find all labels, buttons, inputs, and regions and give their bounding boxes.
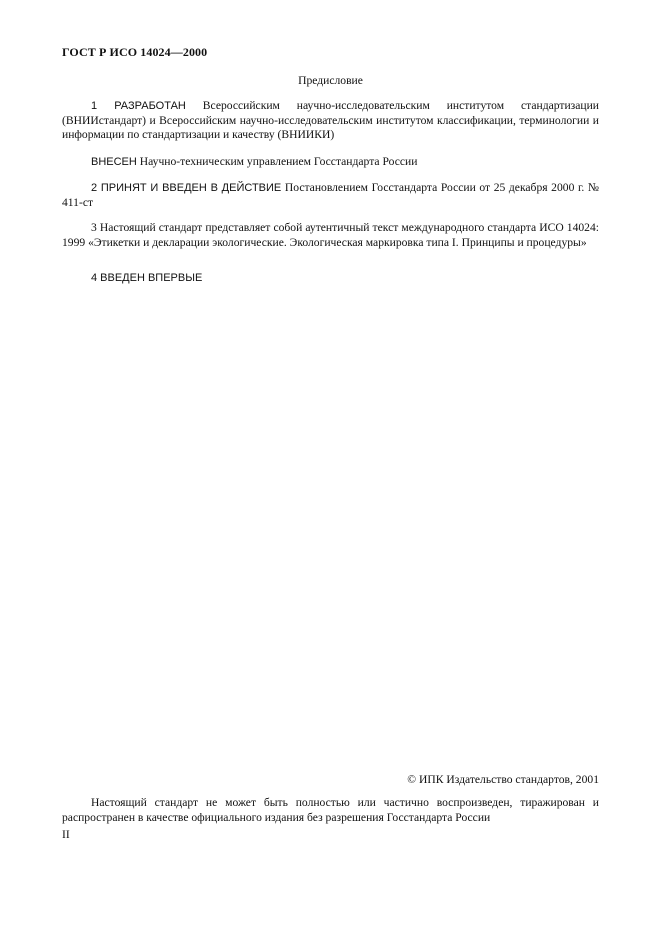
foreword-item-4-lead: 4 ВВЕДЕН ВПЕРВЫЕ xyxy=(91,272,203,284)
foreword-item-2-text: Постановлением Госстандарта России от 25 декабря 2000 г. № 411-ст xyxy=(62,181,599,209)
foreword-introduced-lead: ВНЕСЕН xyxy=(91,156,137,168)
foreword-item-3-text: 3 Настоящий стандарт представляет собой аутентичный текст международного стандарта ИСО 14024: 1999 «Этикетки и декларации экологические. Экологическая маркировка типа I. Принципы и процедуры» xyxy=(62,221,599,249)
foreword-item-2 xyxy=(62,181,599,210)
foreword-item-1-lead: 1 РАЗРАБОТАН xyxy=(91,100,186,112)
page-number: II xyxy=(62,828,70,841)
foreword-item-3 xyxy=(62,221,599,250)
foreword-item-1 xyxy=(62,99,599,143)
copyright-line: © ИПК Издательство стандартов, 2001 xyxy=(407,773,599,786)
foreword-item-4 xyxy=(62,271,599,286)
reproduction-notice: Настоящий стандарт не может быть полностью или частично воспроизведен, тиражирован и распространен в качестве официального издания без разрешения Госстандарта России xyxy=(62,796,599,824)
standard-code-header: ГОСТ Р ИСО 14024—2000 xyxy=(62,45,208,59)
foreword-item-1-text: Всероссийским научно-исследовательским институтом стандартизации (ВНИИстандарт) и Всероссийским научно-исследовательским институтом классификации, терминологии и информации по стандартизации и качеству (ВНИИКИ) xyxy=(62,99,600,142)
foreword-introduced-text: Научно-техническим управлением Госстандарта России xyxy=(136,155,418,168)
foreword-introduced xyxy=(62,155,599,170)
foreword-title: Предисловие xyxy=(298,74,363,87)
foreword-item-2-lead: 2 ПРИНЯТ И ВВЕДЕН В ДЕЙСТВИЕ xyxy=(91,182,282,194)
